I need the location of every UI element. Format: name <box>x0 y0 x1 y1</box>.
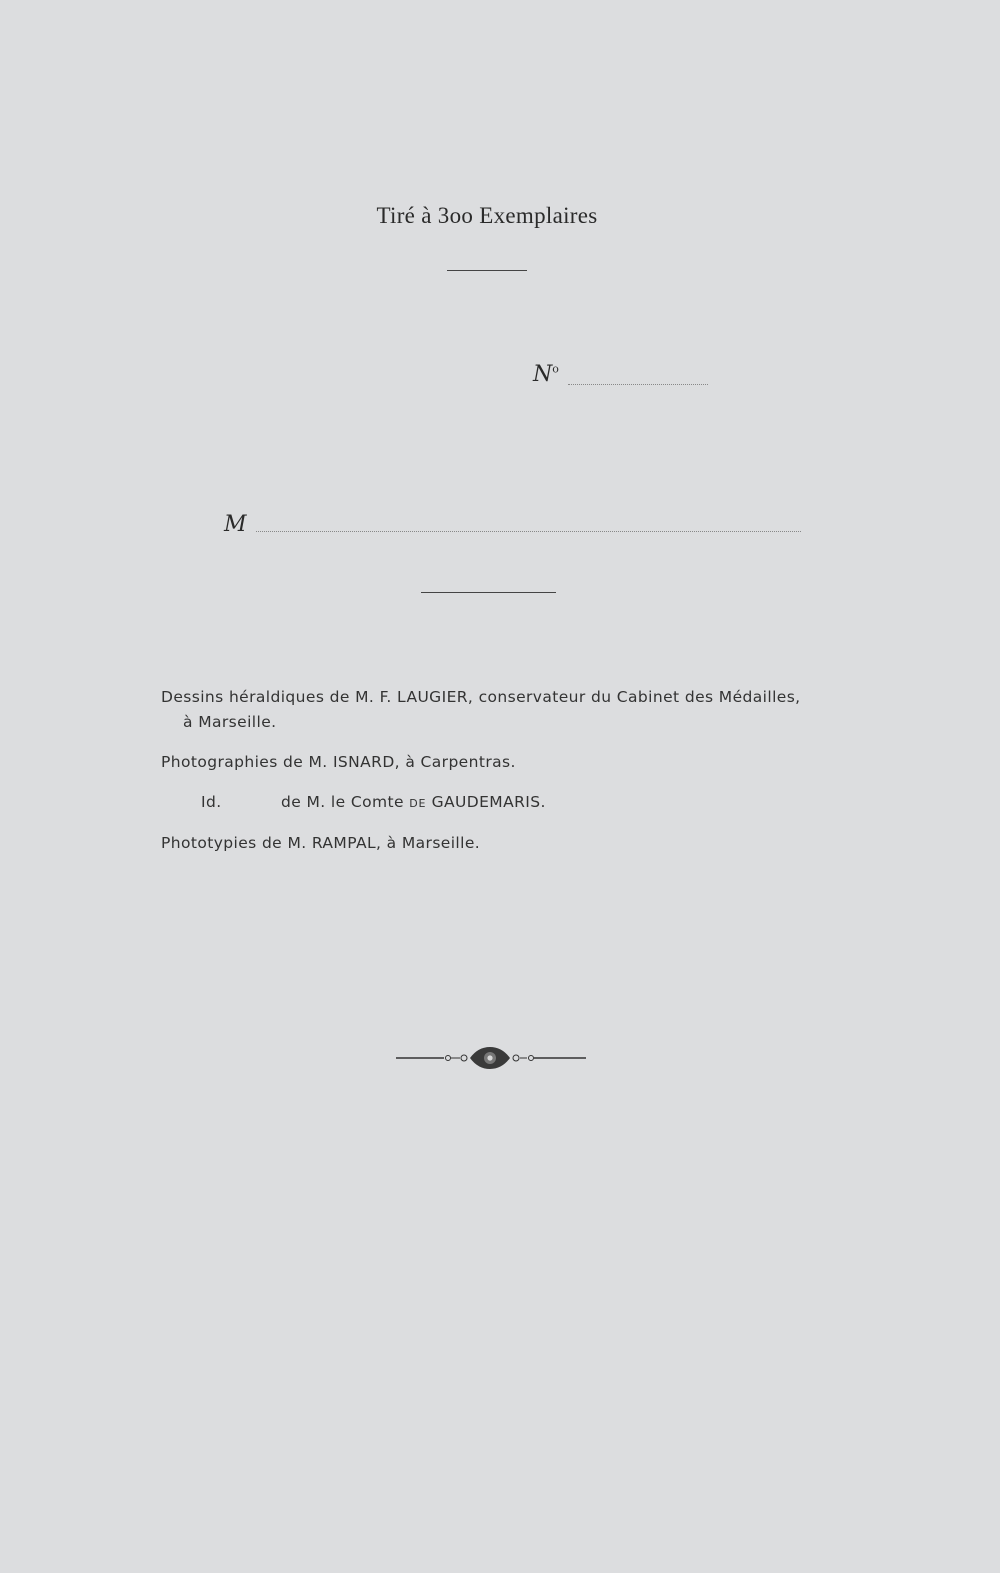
top-divider <box>447 270 527 271</box>
credit-drawings-place: à Marseille. <box>183 713 277 731</box>
recipient-label: M <box>224 512 247 537</box>
print-run-title: Tiré à 3oo Exemplaires <box>376 203 598 228</box>
copy-number-label <box>533 362 559 387</box>
copy-number-sup: o <box>552 362 559 376</box>
credit-photographs-2-name: GAUDEMARIS. <box>431 793 546 811</box>
fleuron-ornament-icon <box>396 1043 586 1073</box>
id-abbreviation: Id. <box>201 793 222 811</box>
credit-particle: DE <box>409 797 427 810</box>
copy-number-blank-line <box>568 384 708 385</box>
middle-divider <box>421 592 556 593</box>
credits-block <box>161 685 841 856</box>
copy-number-letter: N <box>533 362 553 387</box>
recipient-blank-line <box>256 531 801 532</box>
credit-photographs: Photographies de M. ISNARD, à Carpentras. <box>161 753 516 771</box>
credit-phototypes: Phototypies de M. RAMPAL, à Marseille. <box>161 834 481 852</box>
credit-drawings: Dessins héraldiques de M. F. LAUGIER, conservateur du Cabinet des Médailles, <box>161 688 801 706</box>
credit-photographs-2-pre: de M. le Comte <box>281 793 404 811</box>
credit-photographs-2 <box>161 790 841 816</box>
